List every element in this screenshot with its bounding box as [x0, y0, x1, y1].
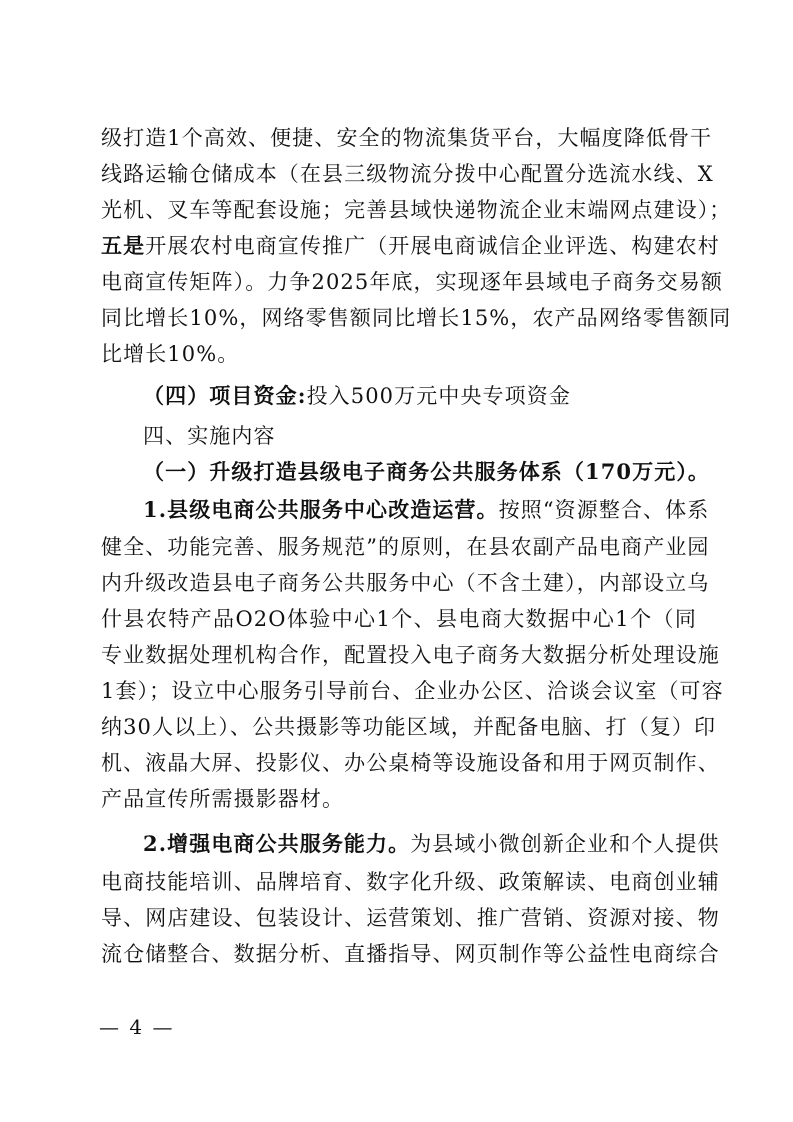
text-line-16 — [101, 677, 724, 705]
text-line-23 — [101, 940, 720, 968]
text-segment-bold: （四）项目资金: — [143, 383, 307, 408]
text-segment: 电商宣传矩阵）。力争2025年底，实现逐年县域电子商务交易额 — [101, 270, 723, 294]
text-segment: 健全、功能完善、服务规范”的原则，在县农副产品电商产业园 — [101, 535, 710, 559]
text-segment: 同比增长10%，网络零售额同比增长15%，农产品网络零售额同 — [101, 306, 732, 330]
text-line-15 — [101, 641, 720, 669]
text-segment: 纳30人以上）、公共摄影等功能区域，并配备电脑、打（复）印 — [101, 715, 717, 739]
text-line-22 — [101, 904, 720, 932]
text-segment: 四、实施内容 — [143, 424, 276, 448]
text-segment: 内升级改造县电子商务公共服务中心（不含土建），内部设立乌 — [101, 571, 710, 595]
text-line-1 — [101, 124, 713, 152]
text-segment-bold: 1.县级电商公共服务中心改造运营。 — [143, 497, 499, 522]
text-segment: 产品宣传所需摄影器材。 — [101, 787, 345, 811]
text-line-11 — [143, 496, 710, 524]
page-number: — 4 — — [99, 1015, 175, 1039]
text-segment: 线路运输仓储成本（在县三级物流分拨中心配置分选流水线、X — [101, 162, 714, 186]
text-line-17 — [101, 713, 717, 741]
text-line-18 — [101, 749, 720, 777]
text-line-6 — [101, 304, 732, 332]
text-segment: 什县农特产品O2O体验中心1个、县电商大数据中心1个（同 — [101, 607, 697, 631]
text-line-20 — [143, 830, 720, 858]
text-line-13 — [101, 569, 710, 597]
text-segment: 1套）；设立中心服务引导前台、企业办公区、洽谈会议室（可容 — [101, 679, 724, 703]
text-line-5 — [101, 268, 723, 296]
text-segment: 专业数据处理机构合作，配置投入电子商务大数据分析处理设施 — [101, 643, 720, 667]
text-segment-bold: 2.增强电商公共服务能力。 — [143, 831, 411, 856]
text-segment: 级打造1个高效、便捷、安全的物流集货平台，大幅度降低骨干 — [101, 126, 713, 150]
text-segment: 比增长10%。 — [101, 342, 240, 366]
text-segment: 按照“资源整合、体系 — [498, 498, 710, 522]
text-line-8 — [143, 382, 697, 410]
text-line-3 — [101, 196, 732, 224]
text-segment: 为县域小微创新企业和个人提供 — [410, 832, 720, 856]
text-line-4 — [101, 232, 720, 260]
text-segment: 机、液晶大屏、投影仪、办公桌椅等设施设备和用于网页制作、 — [101, 751, 720, 775]
text-line-7 — [101, 340, 697, 368]
text-line-12 — [101, 533, 710, 561]
text-line-14 — [101, 605, 697, 633]
text-segment: 开展农村电商宣传推广（开展电商诚信企业评选、构建农村 — [145, 234, 720, 258]
section-heading — [143, 422, 697, 450]
text-segment: 导、网店建设、包装设计、运营策划、推广营销、资源对接、物 — [101, 906, 720, 930]
text-segment: 流仓储整合、数据分析、直播指导、网页制作等公益性电商综合 — [101, 942, 720, 966]
subsection-heading — [143, 458, 711, 486]
text-line-21 — [101, 868, 720, 896]
text-segment: 投入500万元中央专项资金 — [306, 384, 571, 408]
text-segment-bold: （一）升级打造县级电子商务公共服务体系（170万元）。 — [143, 459, 711, 484]
text-line-2 — [101, 160, 714, 188]
text-segment: 光机、叉车等配套设施；完善县域快递物流企业末端网点建设）； — [101, 198, 732, 222]
text-segment-bold: 五是 — [101, 233, 146, 258]
text-segment: 电商技能培训、品牌培育、数字化升级、政策解读、电商创业辅 — [101, 870, 720, 894]
text-line-19 — [101, 785, 697, 813]
